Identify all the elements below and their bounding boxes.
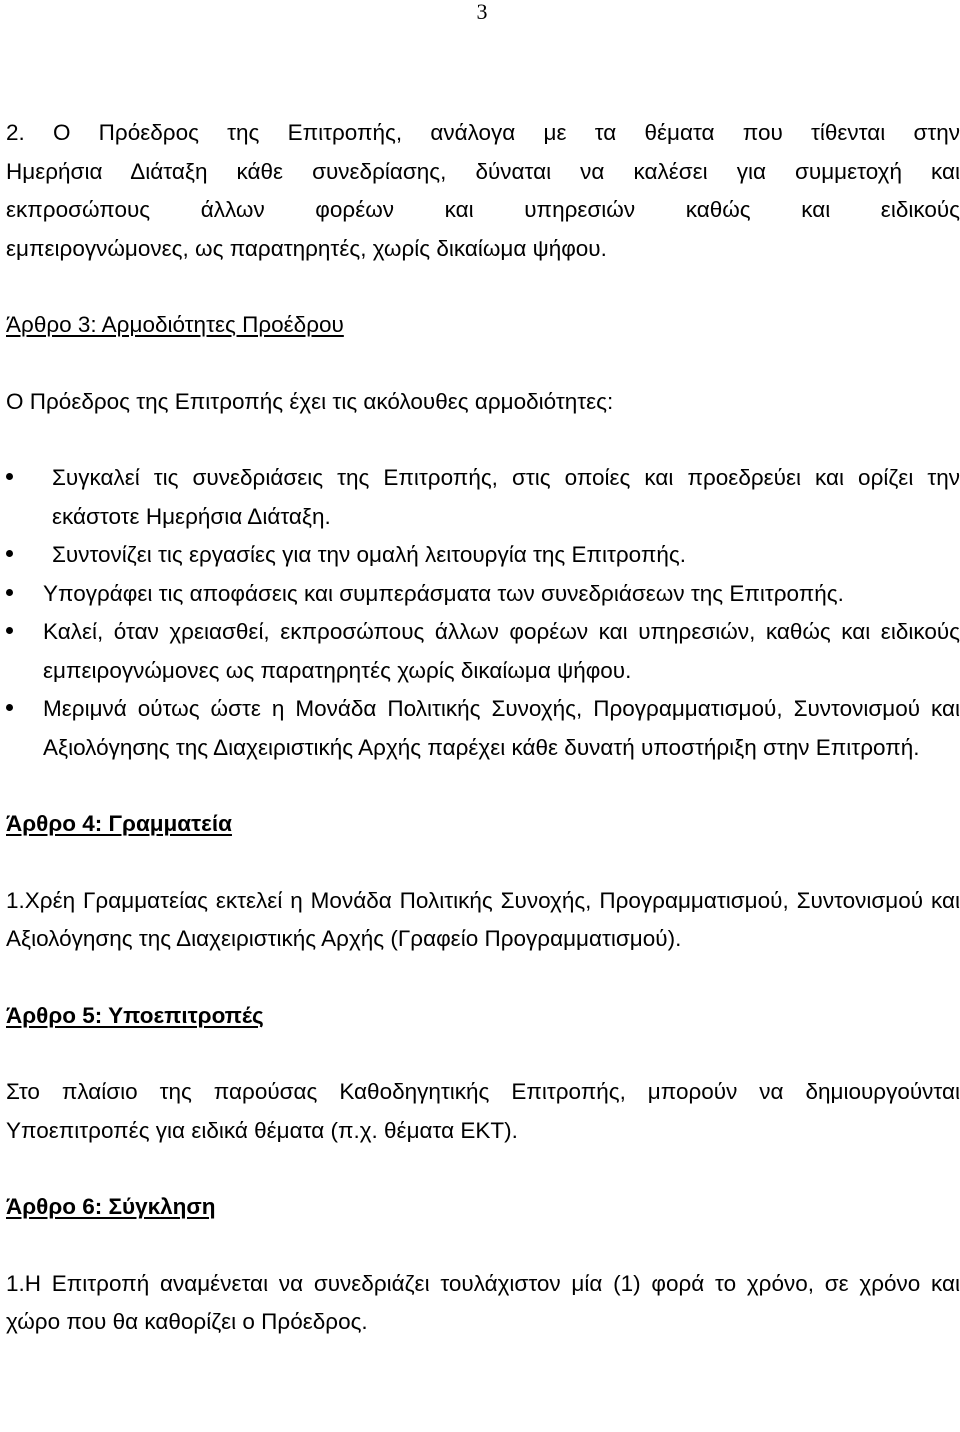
list-item-text: Καλεί, όταν χρειασθεί, εκπροσώπους άλλων φορέων και υπηρεσιών, καθώς και ειδικούς εμπειρογνώμονες ως παρατηρητές χωρίς δικαίωμα ψήφου. [43,619,960,683]
list-item-text: Μεριμνά ούτως ώστε η Μονάδα Πολιτικής Συνοχής, Προγραμματισμού, Συντονισμού και Αξιολόγησης της Διαχειριστικής Αρχής παρέχει κάθε δυνατή υποστήριξη στην Επιτροπή. [43,696,960,760]
article3-intro: Ο Πρόεδρος της Επιτροπής έχει τις ακόλουθες αρμοδιότητες: [6,388,614,414]
list-item-text: Συντονίζει τις εργασίες για την ομαλή λειτουργία της Επιτροπής. [52,542,686,567]
article4-heading: Άρθρο 4: Γραμματεία [6,811,232,836]
document-body [6,114,960,1342]
article6-text: 1.Η Επιτροπή αναμένεται να συνεδριάζει τουλάχιστον μία (1) φορά το χρόνο, σε χρόνο και χώρο που θα καθορίζει ο Πρόεδρος. [6,1270,960,1334]
list-item [6,690,960,767]
list-item [6,613,960,690]
article5-text: Στο πλαίσιο της παρούσας Καθοδηγητικής Επιτροπής, μπορούν να δημιουργούνται Υποεπιτροπές για ειδικά θέματα (π.χ. θέματα ΕΚΤ). [6,1079,960,1143]
article6-heading: Άρθρο 6: Σύγκληση [6,1194,216,1219]
article4-text: 1.Χρέη Γραμματείας εκτελεί η Μονάδα Πολιτικής Συνοχής, Προγραμματισμού, Συντονισμού και Αξιολόγησης της Διαχειριστικής Αρχής (Γραφείο Προγραμματισμού). [6,887,960,951]
list-item-text: Συγκαλεί τις συνεδριάσεις της Επιτροπής, στις οποίες και προεδρεύει και ορίζει την εκάστοτε Ημερήσια Διάταξη. [52,465,960,529]
bullet-dot-icon [6,589,13,596]
intro-paragraph [6,114,960,268]
article3-bullet-list [6,459,960,767]
list-item [6,536,960,575]
intro-line: Ημερήσια Διάταξη κάθε συνεδρίασης, δύναται να καλέσει για συμμετοχή και [6,158,960,184]
bullet-dot-icon [6,473,13,480]
article3-heading: Άρθρο 3: Αρμοδιότητες Προέδρου [6,312,344,337]
article5-heading: Άρθρο 5: Υποεπιτροπές [6,1002,264,1028]
list-item-text: Υπογράφει τις αποφάσεις και συμπεράσματα των συνεδριάσεων της Επιτροπής. [43,580,844,606]
bullet-dot-icon [6,704,13,711]
list-item [6,575,960,614]
bullet-dot-icon [6,627,13,634]
intro-line: εμπειρογνώμονες, ως παρατηρητές, χωρίς δικαίωμα ψήφου. [6,235,607,261]
intro-line: εκπροσώπους άλλων φορέων και υπηρεσιών καθώς και ειδικούς [6,197,960,222]
bullet-dot-icon [6,550,13,557]
list-item [6,459,960,536]
intro-line: 2. Ο Πρόεδρος της Επιτροπής, ανάλογα με τα θέματα που τίθενται στην [6,120,960,145]
page-number: 3 [476,0,488,24]
